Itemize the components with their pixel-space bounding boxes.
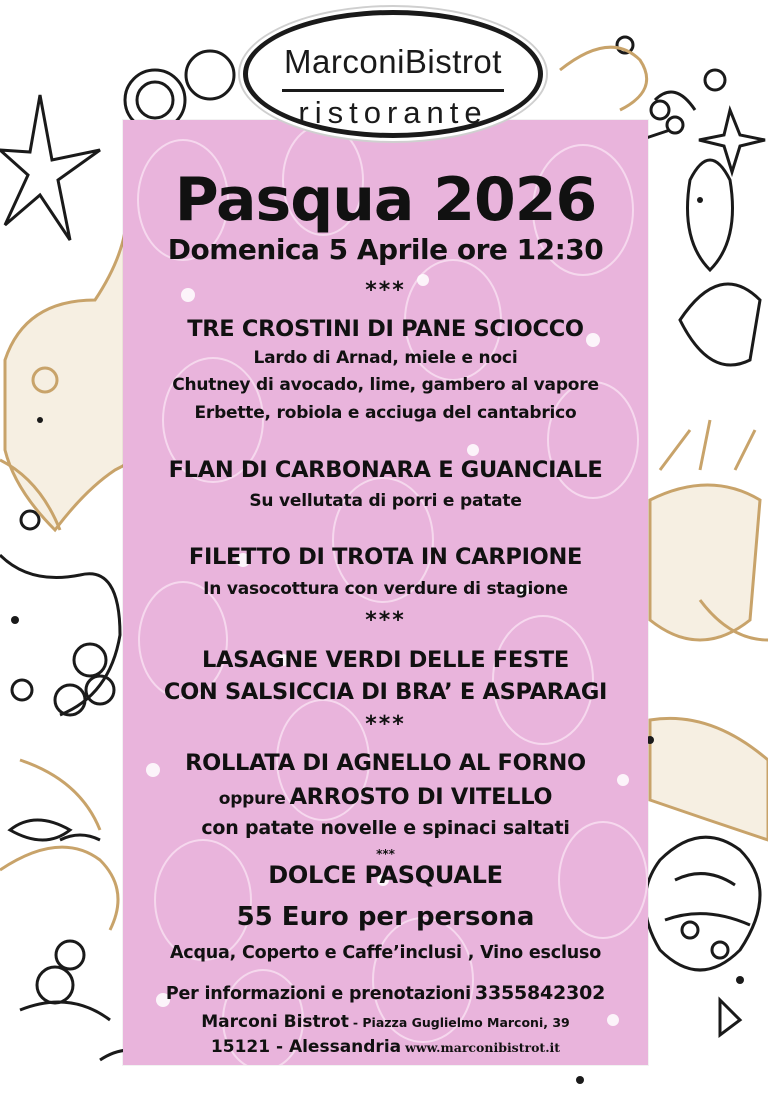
contact-address-line	[113, 1012, 658, 1032]
contact-city: 15121 - Alessandria	[210, 1037, 402, 1057]
course-5-alt-title: ARROSTO DI VITELLO	[289, 784, 553, 810]
course-1-item: Erbette, robiola e acciuga del cantabrico	[194, 403, 577, 423]
contact-address: - Piazza Guglielmo Marconi, 39	[352, 1015, 570, 1030]
logo-subtitle: ristorante	[298, 95, 488, 130]
course-3-title: FILETTO DI TROTA IN CARPIONE	[188, 544, 583, 570]
course-5-or: oppure	[218, 789, 286, 809]
price: 55 Euro per persona	[236, 902, 535, 932]
dessert-title: DOLCE PASQUALE	[268, 861, 503, 889]
course-2-desc: Su vellutata di porri e patate	[249, 491, 522, 511]
contact-phone[interactable]: 3355842302	[474, 982, 606, 1004]
contact-website[interactable]: www.marconibistrot.it	[405, 1040, 561, 1055]
course-1-title: TRE CROSTINI DI PANE SCIOCCO	[187, 316, 584, 342]
course-4-title: LASAGNE VERDI DELLE FESTE	[202, 647, 569, 673]
contact-label: Per informazioni e prenotazioni	[165, 984, 471, 1004]
separator: ***	[365, 278, 406, 303]
course-5-desc: con patate novelle e spinaci saltati	[201, 817, 570, 839]
contact-name: Marconi Bistrot	[201, 1012, 349, 1032]
course-2-title: FLAN DI CARBONARA E GUANCIALE	[168, 457, 603, 483]
separator-small: ***	[376, 847, 395, 861]
course-3-desc: In vasocottura con verdure di stagione	[203, 579, 568, 599]
separator: ***	[365, 712, 406, 737]
price-includes: Acqua, Coperto e Caffe’inclusi , Vino escluso	[169, 943, 602, 963]
event-title: Pasqua 2026	[174, 165, 597, 235]
logo-divider	[282, 89, 504, 92]
course-4-title: CON SALSICCIA DI BRA’ E ASPARAGI	[163, 679, 608, 705]
contact-info-line	[113, 982, 658, 1004]
restaurant-logo	[243, 10, 543, 138]
separator: ***	[365, 608, 406, 633]
menu-content	[123, 120, 648, 1065]
logo-name: MarconiBistrot	[284, 43, 502, 80]
event-date: Domenica 5 Aprile ore 12:30	[167, 233, 604, 266]
course-1-item: Chutney di avocado, lime, gambero al vapore	[172, 375, 599, 395]
course-5-alternative	[113, 784, 658, 810]
contact-city-line	[113, 1037, 658, 1057]
course-1-item: Lardo di Arnad, miele e noci	[253, 348, 518, 368]
course-5-title: ROLLATA DI AGNELLO AL FORNO	[185, 750, 586, 776]
